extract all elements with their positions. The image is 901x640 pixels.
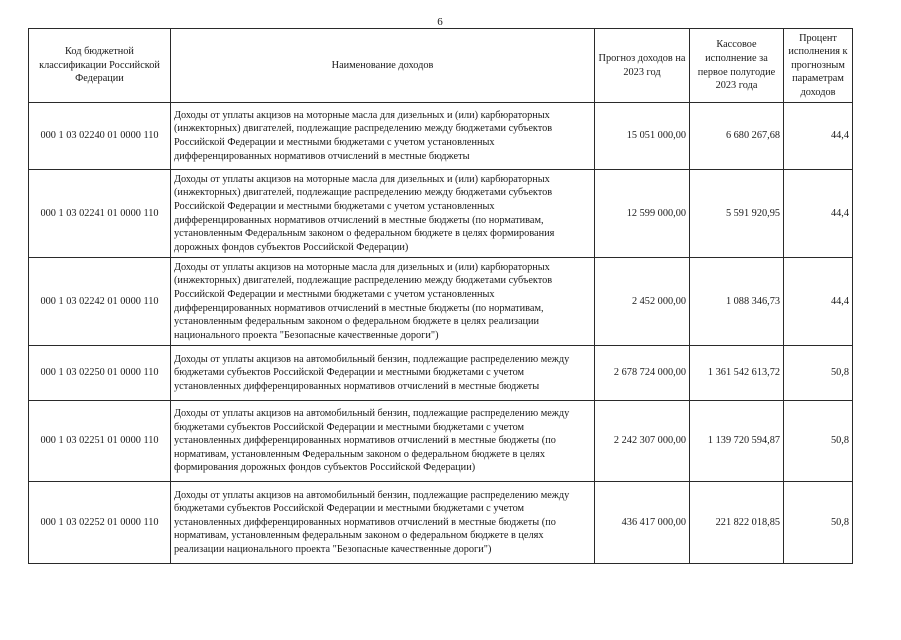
table-row: [29, 103, 853, 170]
row-execution: 1 139 720 594,87: [690, 401, 784, 482]
row-code: 000 1 03 02240 01 0000 110: [29, 103, 171, 170]
row-execution: 1 088 346,73: [690, 258, 784, 346]
table-row: [29, 482, 853, 564]
header-execution: Кассовое исполнение за первое полугодие 2023 года: [690, 29, 784, 103]
row-percent: 44,4: [784, 170, 853, 258]
row-forecast: 436 417 000,00: [595, 482, 690, 564]
revenue-table: [28, 28, 853, 564]
row-percent: 50,8: [784, 401, 853, 482]
table-row: [29, 346, 853, 401]
table-header-row: [29, 29, 853, 103]
row-name: Доходы от уплаты акцизов на моторные масла для дизельных и (или) карбюраторных (инжекторных) двигателей, подлежащие распределению между бюджетами субъектов Российской Федерации и местными бюджетами с учетом установленных дифференцированных нормативов отчислений в местные бюджеты: [171, 103, 595, 170]
row-code: 000 1 03 02242 01 0000 110: [29, 258, 171, 346]
page-number: 6: [437, 16, 443, 28]
row-name: Доходы от уплаты акцизов на автомобильный бензин, подлежащие распределению между бюджетами субъектов Российской Федерации и местными бюджетами с учетом установленных дифференцированных нормативов отчислений в местные бюджеты (по нормативам, установленным Федеральным законом о федеральном бюджете в целях формирования дорожных фондов субъектов Российской Федерации): [171, 401, 595, 482]
row-percent: 50,8: [784, 482, 853, 564]
row-execution: 5 591 920,95: [690, 170, 784, 258]
row-forecast: 12 599 000,00: [595, 170, 690, 258]
row-name: Доходы от уплаты акцизов на моторные масла для дизельных и (или) карбюраторных (инжекторных) двигателей, подлежащие распределению между бюджетами субъектов Российской Федерации и местными бюджетами с учетом установленных дифференцированных нормативов отчислений в местные бюджеты (по нормативам, установленным Федеральным законом о федеральном бюджете в целях формирования дорожных фондов субъектов Российской Федерации): [171, 170, 595, 258]
row-code: 000 1 03 02251 01 0000 110: [29, 401, 171, 482]
header-code: Код бюджетной классификации Российской Федерации: [29, 29, 171, 103]
row-code: 000 1 03 02241 01 0000 110: [29, 170, 171, 258]
header-percent: Процент исполнения к прогнозным параметрам доходов: [784, 29, 853, 103]
row-forecast: 2 678 724 000,00: [595, 346, 690, 401]
row-code: 000 1 03 02252 01 0000 110: [29, 482, 171, 564]
row-name: Доходы от уплаты акцизов на автомобильный бензин, подлежащие распределению между бюджетами субъектов Российской Федерации и местными бюджетами с учетом установленных дифференцированных нормативов отчислений в местные бюджеты: [171, 346, 595, 401]
row-code: 000 1 03 02250 01 0000 110: [29, 346, 171, 401]
row-percent: 50,8: [784, 346, 853, 401]
header-name: Наименование доходов: [171, 29, 595, 103]
row-execution: 221 822 018,85: [690, 482, 784, 564]
row-forecast: 2 452 000,00: [595, 258, 690, 346]
table-row: [29, 258, 853, 346]
row-execution: 1 361 542 613,72: [690, 346, 784, 401]
row-name: Доходы от уплаты акцизов на автомобильный бензин, подлежащие распределению между бюджетами субъектов Российской Федерации и местными бюджетами с учетом установленных дифференцированных нормативов отчислений в местные бюджеты (по нормативам, установленным федеральным законом о федеральном бюджете в целях реализации национального проекта "Безопасные качественные дороги"): [171, 482, 595, 564]
row-forecast: 2 242 307 000,00: [595, 401, 690, 482]
header-forecast: Прогноз доходов на 2023 год: [595, 29, 690, 103]
row-execution: 6 680 267,68: [690, 103, 784, 170]
row-forecast: 15 051 000,00: [595, 103, 690, 170]
row-percent: 44,4: [784, 103, 853, 170]
row-percent: 44,4: [784, 258, 853, 346]
table-row: [29, 401, 853, 482]
table-row: [29, 170, 853, 258]
row-name: Доходы от уплаты акцизов на моторные масла для дизельных и (или) карбюраторных (инжекторных) двигателей, подлежащие распределению между бюджетами субъектов Российской Федерации и местными бюджетами с учетом установленных дифференцированных нормативов отчислений в местные бюджеты (по нормативам, установленным федеральным законом о федеральном бюджете в целях реализации национального проекта "Безопасные качественные дороги"): [171, 258, 595, 346]
